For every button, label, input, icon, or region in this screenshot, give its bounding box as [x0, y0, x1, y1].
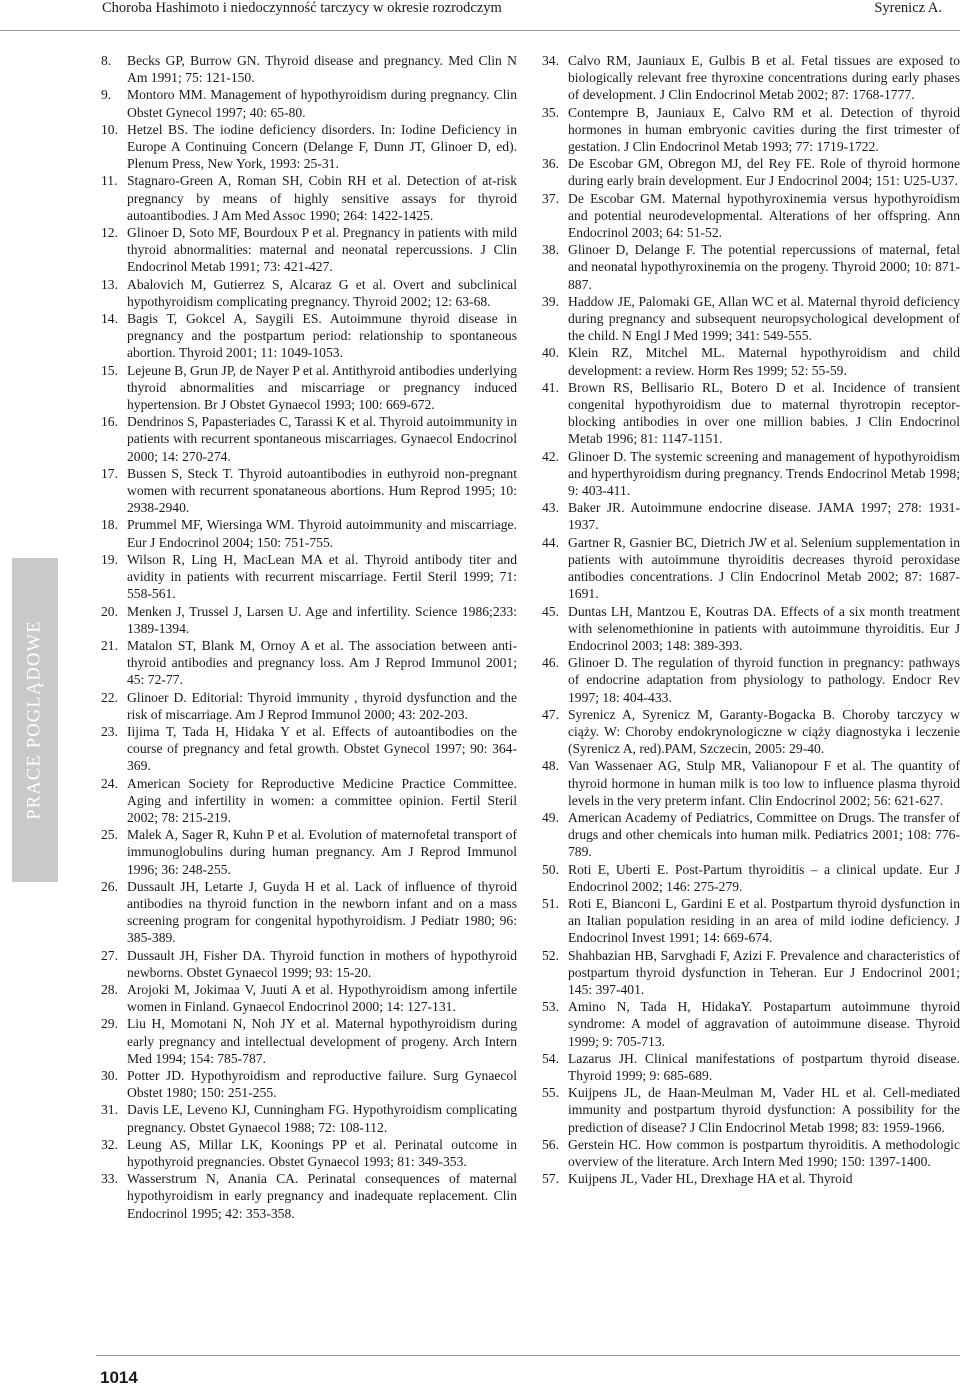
reference-number: 44.	[542, 534, 559, 550]
reference-number: 36.	[542, 156, 559, 172]
reference-item	[101, 413, 517, 465]
reference-number: 41.	[542, 379, 559, 395]
reference-text: Abalovich M, Gutierrez S, Alcaraz G et al. Overt and subclinical hypothyroidism complicating pregnancy. Thyroid 2002; 12: 63-68.	[127, 276, 517, 309]
reference-item	[101, 224, 517, 276]
reference-item	[542, 757, 960, 809]
reference-number: 24.	[101, 775, 118, 791]
reference-number: 9.	[101, 87, 112, 103]
reference-item	[542, 104, 960, 156]
reference-number: 42.	[542, 448, 559, 464]
section-label: PRACE POGLĄDOWE	[24, 620, 45, 820]
reference-text: Wilson R, Ling H, MacLean MA et al. Thyroid antibody titer and avidity in patients with recurrent miscarriage. Fertil Steril 1999; 71: 558-561.	[127, 551, 517, 602]
reference-item	[542, 293, 960, 345]
reference-number: 48.	[542, 758, 559, 774]
reference-item	[542, 895, 960, 947]
reference-number: 46.	[542, 655, 559, 671]
reference-text: Baker JR. Autoimmune endocrine disease. JAMA 1997; 278: 1931-1937.	[568, 500, 960, 533]
reference-number: 54.	[542, 1050, 559, 1066]
reference-number: 20.	[101, 603, 118, 619]
section-side-tab	[12, 558, 58, 882]
reference-text: Bussen S, Steck T. Thyroid autoantibodies in euthyroid non-pregnant women with recurrent sponataneous abortions. Hum Reprod 1995; 10: 2938-2940.	[127, 465, 517, 516]
references-left-column	[101, 52, 517, 1222]
reference-item	[101, 121, 517, 173]
reference-item	[542, 861, 960, 895]
reference-text: Davis LE, Leveno KJ, Cunningham FG. Hypothyroidism complicating pregnancy. Obstet Gynaecol 1988; 72: 108-112.	[127, 1102, 517, 1135]
reference-number: 55.	[542, 1085, 559, 1101]
references-right-column	[542, 52, 960, 1187]
reference-text: Glinoer D. The regulation of thyroid function in pregnancy: pathways of endocrine adaptation from physiology to pathology. Endocr Rev 1997; 18: 404-433.	[568, 655, 960, 705]
reference-number: 35.	[542, 104, 559, 120]
reference-number: 33.	[101, 1171, 118, 1187]
reference-text: Gerstein HC. How common is postpartum thyroiditis. A methodologic overview of the literature. Arch Intern Med 1990; 150: 1397-1400.	[568, 1136, 960, 1169]
reference-item	[542, 1084, 960, 1136]
reference-item	[542, 448, 960, 500]
reference-number: 17.	[101, 465, 118, 481]
reference-number: 26.	[101, 878, 118, 894]
reference-text: Calvo RM, Jauniaux E, Gulbis B et al. Fetal tissues are exposed to biologically relevant free thyroxine concentrations during early phases of development. J Clin Endocrinol Metab 2002; 87: 1768-1777.	[568, 53, 960, 103]
reference-number: 15.	[101, 362, 118, 378]
reference-item	[101, 1067, 517, 1101]
reference-number: 30.	[101, 1067, 118, 1083]
reference-item	[542, 190, 960, 242]
reference-text: Leung AS, Millar LK, Koonings PP et al. Perinatal outcome in hypothyroid pregnancies. Obstet Gynaecol 1993; 81: 349-353.	[127, 1136, 517, 1169]
reference-item	[101, 878, 517, 947]
reference-item	[101, 551, 517, 603]
reference-item	[542, 603, 960, 655]
running-title: Choroba Hashimoto i niedoczynność tarczycy w okresie rozrodczym	[102, 0, 502, 16]
reference-number: 52.	[542, 947, 559, 963]
reference-text: Lejeune B, Grun JP, de Nayer P et al. Antithyroid antibodies underlying thyroid abnormalities and miscarriage or pregnancy induced hypertension. Br J Obstet Gynaecol 1993; 100: 669-672.	[127, 362, 517, 413]
reference-text: Shahbazian HB, Sarvghadi F, Azizi F. Prevalence and characteristics of postpartum thyroid dysfunction in Teheran. Eur J Endocrinol 2001; 145: 397-401.	[568, 947, 960, 997]
reference-text: Contempre B, Jauniaux E, Calvo RM et al. Detection of thyroid hormones in human embryonic cavities during the first trimester of gestation. J Clin Endocrinol Metab 1993; 77: 1719-1722.	[568, 104, 960, 155]
reference-number: 57.	[542, 1171, 559, 1187]
reference-item	[542, 379, 960, 448]
reference-number: 50.	[542, 861, 559, 877]
reference-item	[542, 1136, 960, 1170]
running-header	[0, 0, 960, 31]
reference-number: 47.	[542, 706, 559, 722]
reference-item	[542, 654, 960, 706]
reference-number: 43.	[542, 500, 559, 516]
reference-number: 23.	[101, 723, 118, 739]
reference-number: 14.	[101, 311, 118, 327]
reference-item	[542, 155, 960, 189]
reference-text: Potter JD. Hypothyroidism and reproductive failure. Surg Gynaecol Obstet 1980; 150: 251-255.	[127, 1067, 517, 1101]
reference-item	[101, 1136, 517, 1170]
reference-number: 12.	[101, 225, 118, 241]
reference-item	[101, 172, 517, 224]
reference-item	[542, 534, 960, 603]
reference-number: 31.	[101, 1102, 118, 1118]
reference-item	[101, 276, 517, 310]
reference-text: Becks GP, Burrow GN. Thyroid disease and pregnancy. Med Clin N Am 1991; 75: 121-150.	[127, 53, 517, 86]
reference-text: Iijima T, Tada H, Hidaka Y et al. Effects of autoantibodies on the course of pregnancy and fetal growth. Obstet Gynecol 1997; 90: 364-369.	[127, 723, 517, 774]
reference-item	[542, 52, 960, 104]
reference-number: 29.	[101, 1016, 118, 1032]
footer-divider	[96, 1355, 960, 1356]
reference-item	[101, 1101, 517, 1135]
reference-text: Stagnaro-Green A, Roman SH, Cobin RH et al. Detection of at-risk pregnancy by means of highly sensitive assays for thyroid autoantibodies. J Am Med Assoc 1990; 264: 1422-1425.	[127, 173, 517, 223]
reference-text: Van Wassenaer AG, Stulp MR, Valianopour F et al. The quantity of thyroid hormone in human milk is too low to influence plasma thyroid levels in the very preterm infant. Clin Endocrinol 2002; 56: 621-627.	[568, 758, 960, 808]
reference-text: Glinoer D. The systemic screening and management of hypothyroidism and hyperthyroidism during pregnancy. Trends Endocrinol Metab 1998; 9: 403-411.	[568, 448, 960, 499]
reference-number: 25.	[101, 827, 118, 843]
reference-item	[101, 689, 517, 723]
reference-number: 49.	[542, 809, 559, 825]
reference-item	[101, 516, 517, 550]
reference-item	[542, 706, 960, 758]
reference-item	[542, 499, 960, 533]
reference-text: Hetzel BS. The iodine deficiency disorders. In: Iodine Deficiency in Europe A Continuing Concern (Delange F, Dunn JT, Glinoer D, ed). Plenum Press, New York, 1993: 25-31.	[127, 121, 517, 172]
reference-text: Haddow JE, Palomaki GE, Allan WC et al. Maternal thyroid deficiency during pregnancy and subsequent neuropsychological development of the child. N Engl J Med 1999; 341: 549-555.	[568, 293, 960, 344]
reference-text: De Escobar GM. Maternal hypothyroxinemia versus hypothyroidism and potential neurodevelopmental. Alterations of her offspring. Ann Endocrinol 2003; 64: 51-52.	[568, 190, 960, 241]
reference-text: Glinoer D, Delange F. The potential repercussions of maternal, fetal and neonatal hypothyroxinemia on the progeny. Thyroid 2000; 10: 871-887.	[568, 242, 960, 292]
reference-number: 16.	[101, 414, 118, 430]
reference-text: Dendrinos S, Papasteriades C, Tarassi K et al. Thyroid autoimmunity in patients with recurrent spontaneous miscarriages. Gynaecol Endocrinol 2000; 14: 270-274.	[127, 414, 517, 464]
reference-text: Klein RZ, Mitchel ML. Maternal hypothyroidism and child development: a review. Horm Res 1999; 52: 55-59.	[568, 345, 960, 378]
reference-text: Amino N, Tada H, HidakaY. Postapartum autoimmune thyroid syndrome: A model of aggravation of autoimmune disease. Thyroid 1999; 9: 705-713.	[568, 999, 960, 1049]
reference-number: 19.	[101, 551, 118, 567]
reference-item	[542, 998, 960, 1050]
reference-text: Syrenicz A, Syrenicz M, Garanty-Bogacka B. Choroby tarczycy w ciąży. W: Choroby endokrynologiczne w ciąży diagnostyka i leczenie (Syrenicz A, red).PAM, Szczecin, 2005: 29-40.	[568, 706, 960, 757]
reference-item	[101, 362, 517, 414]
reference-text: Prummel MF, Wiersinga WM. Thyroid autoimmunity and miscarriage. Eur J Endocrinol 2004; 150: 751-755.	[127, 517, 517, 550]
reference-text: Menken J, Trussel J, Larsen U. Age and infertility. Science 1986;233: 1389-1394.	[127, 603, 517, 636]
reference-text: Glinoer D. Editorial: Thyroid immunity , thyroid dysfunction and the risk of miscarriage. Am J Reprod Immunol 2000; 43: 202-203.	[127, 689, 517, 722]
reference-number: 27.	[101, 947, 118, 963]
reference-number: 38.	[542, 242, 559, 258]
reference-text: Matalon ST, Blank M, Ornoy A et al. The association between anti-thyroid antibodies and pregnancy loss. Am J Reprod Immunol 2001; 45: 72-77.	[127, 637, 517, 688]
reference-item	[101, 465, 517, 517]
reference-item	[542, 241, 960, 293]
reference-number: 32.	[101, 1136, 118, 1152]
reference-text: Liu H, Momotani N, Noh JY et al. Maternal hypothyroidism during early pregnancy and intellectual development of progeny. Arch Intern Med 1994; 154: 785-787.	[127, 1016, 517, 1066]
reference-text: De Escobar GM, Obregon MJ, del Rey FE. Role of thyroid hormone during early brain development. Eur J Endocrinol 2004; 151: U25-U37.	[568, 156, 960, 189]
reference-text: Arojoki M, Jokimaa V, Juuti A et al. Hypothyroidism among infertile women in Finland. Gynaecol Endocrinol 2000; 14: 127-131.	[127, 981, 517, 1015]
reference-number: 13.	[101, 276, 118, 292]
reference-text: Glinoer D, Soto MF, Bourdoux P et al. Pregnancy in patients with mild thyroid abnormalities: maternal and neonatal repercussions. J Clin Endocrinol Metab 1991; 73: 421-427.	[127, 225, 517, 275]
reference-number: 8.	[101, 53, 112, 68]
reference-item	[542, 947, 960, 999]
reference-text: Dussault JH, Fisher DA. Thyroid function in mothers of hypothyroid newborns. Obstet Gynaecol 1999; 93: 15-20.	[127, 947, 517, 980]
reference-item	[101, 52, 517, 86]
reference-item	[101, 1170, 517, 1222]
reference-text: Roti E, Bianconi L, Gardini E et al. Postpartum thyroid dysfunction in an Italian population residing in an area of mild iodine deficiency. J Endocrinol Invest 1991; 14: 669-674.	[568, 895, 960, 946]
reference-item	[542, 1050, 960, 1084]
reference-text: Kuijpens JL, Vader HL, Drexhage HA et al. Thyroid	[568, 1171, 853, 1187]
reference-number: 45.	[542, 603, 559, 619]
reference-number: 22.	[101, 689, 118, 705]
reference-item	[542, 1170, 960, 1187]
page-number: 1014	[100, 1368, 138, 1387]
reference-number: 18.	[101, 517, 118, 533]
reference-text: American Academy of Pediatrics, Committee on Drugs. The transfer of drugs and other chemicals into human milk. Pediatrics 2001; 108: 776-789.	[568, 809, 960, 860]
reference-number: 39.	[542, 293, 559, 309]
reference-item	[101, 1015, 517, 1067]
reference-item	[101, 826, 517, 878]
reference-text: Montoro MM. Management of hypothyroidism during pregnancy. Clin Obstet Gynecol 1997; 40: 65-80.	[127, 87, 517, 120]
reference-item	[101, 981, 517, 1015]
reference-item	[542, 809, 960, 861]
reference-number: 34.	[542, 53, 559, 68]
reference-text: Kuijpens JL, de Haan-Meulman M, Vader HL et al. Cell-mediated immunity and postpartum thyroid dysfunction: A possibility for the prediction of disease? J Clin Endocrinol Metab 1998; 83: 1959-1966.	[568, 1085, 960, 1135]
reference-item	[101, 723, 517, 775]
reference-number: 37.	[542, 190, 559, 206]
reference-number: 21.	[101, 637, 118, 653]
reference-text: Lazarus JH. Clinical manifestations of postpartum thyroid disease. Thyroid 1999; 9: 685-689.	[568, 1050, 960, 1083]
reference-item	[101, 86, 517, 120]
reference-item	[101, 310, 517, 362]
reference-number: 56.	[542, 1136, 559, 1152]
reference-number: 28.	[101, 981, 118, 997]
reference-text: Bagis T, Gokcel A, Saygili ES. Autoimmune thyroid disease in pregnancy and the postpartum period: relationship to spontaneous abortion. Thyroid 2001; 11: 1049-1053.	[127, 311, 517, 361]
reference-number: 11.	[101, 173, 118, 189]
reference-number: 51.	[542, 895, 559, 911]
reference-item	[101, 775, 517, 827]
reference-number: 10.	[101, 121, 118, 137]
reference-number: 40.	[542, 345, 559, 361]
running-authors: Syrenicz A.	[874, 0, 942, 16]
reference-text: Brown RS, Bellisario RL, Botero D et al. Incidence of transient congenital hypothyroidism due to maternal thyrotropin receptor-blocking antibodies in over one million babies. J Clin Endocrinol Metab 1996; 81: 1147-1151.	[568, 379, 960, 447]
reference-item	[101, 603, 517, 637]
reference-text: Roti E, Uberti E. Post-Partum thyroiditis – a clinical update. Eur J Endocrinol 2002; 146: 275-279.	[568, 861, 960, 894]
reference-item	[101, 637, 517, 689]
reference-text: Gartner R, Gasnier BC, Dietrich JW et al. Selenium supplementation in patients with autoimmune thyroiditis decreases thyroid peroxidase antibodies concentrations. J Clin Endocrinol Metab 2002; 87: 1687-1691.	[568, 534, 960, 602]
reference-text: Wasserstrum N, Anania CA. Perinatal consequences of maternal hypothyroidism in early pregnancy and inadequate replacement. Clin Endocrinol 1995; 42: 353-358.	[127, 1171, 517, 1221]
reference-item	[101, 947, 517, 981]
reference-text: American Society for Reproductive Medicine Practice Committee. Aging and infertility in women: a committee opinion. Fertil Steril 2002; 78: 215-219.	[127, 775, 517, 825]
reference-item	[542, 344, 960, 378]
reference-text: Malek A, Sager R, Kuhn P et al. Evolution of maternofetal transport of immunoglobulins during human pregnancy. Am J Reprod Immunol 1996; 36: 248-255.	[127, 827, 517, 877]
reference-text: Duntas LH, Mantzou E, Koutras DA. Effects of a six month treatment with selenomethionine in patients with autoimmune thyroiditis. Eur J Endocrinol 2003; 148: 389-393.	[568, 603, 960, 653]
reference-number: 53.	[542, 999, 559, 1015]
reference-text: Dussault JH, Letarte J, Guyda H et al. Lack of influence of thyroid antibodies na thyroid function in the newborn infant and on a mass screening program for congenital hypothyroidism. J Pediatr 1980; 96: 385-389.	[127, 878, 517, 946]
